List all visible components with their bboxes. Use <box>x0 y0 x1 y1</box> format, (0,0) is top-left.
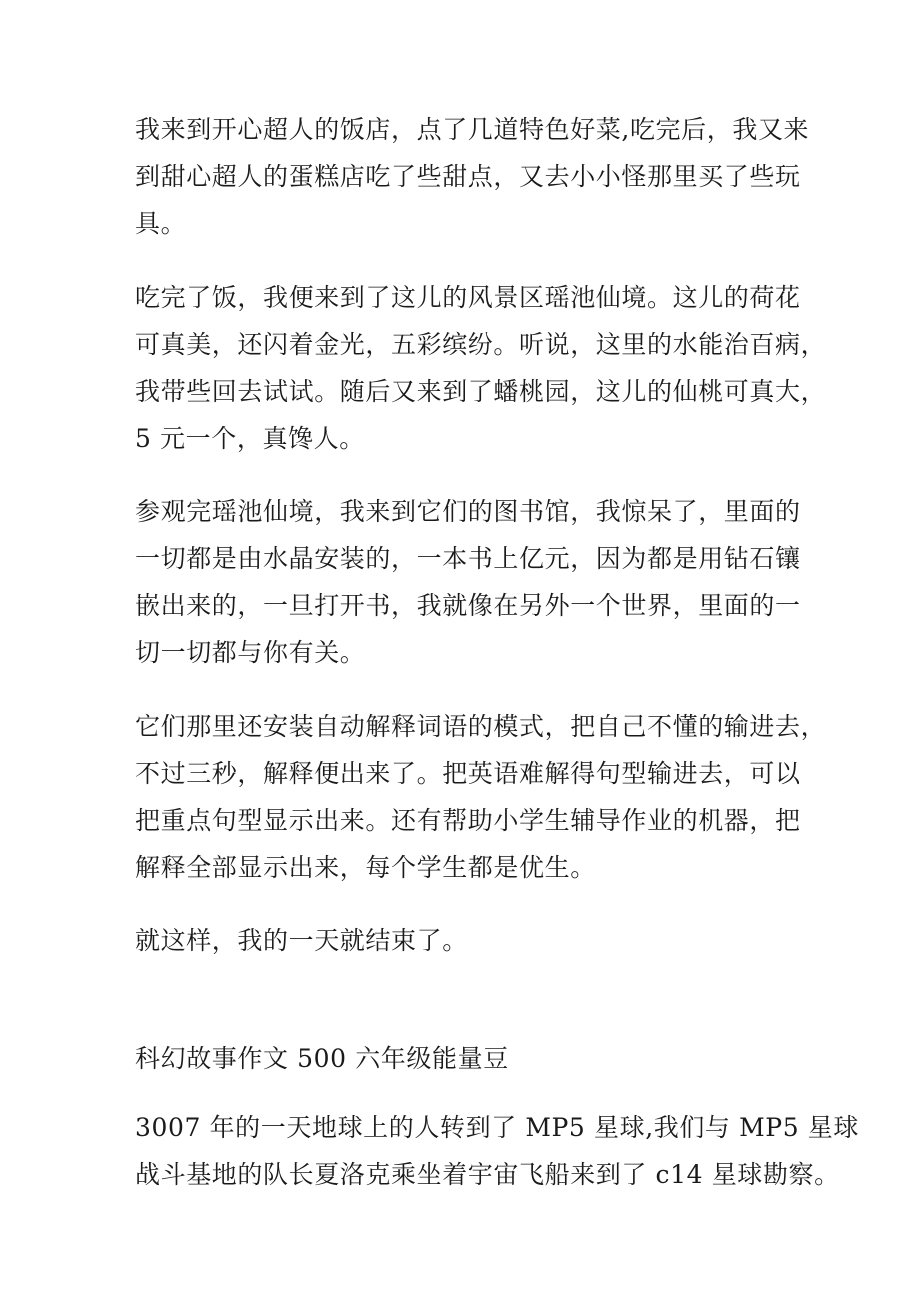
text-line: 吃完了饭，我便来到了这儿的风景区瑶池仙境。这儿的荷花 <box>135 283 801 312</box>
paragraph-library <box>135 488 805 676</box>
text-line: 就这样，我的一天就结束了。 <box>135 926 468 955</box>
text-line: 切一切都与你有关。 <box>135 638 366 667</box>
text-line: 把重点句型显示出来。还有帮助小学生辅导作业的机器，把 <box>135 806 801 835</box>
paragraph-scenic-area <box>135 274 827 462</box>
text-line: 可真美，还闪着金光，五彩缤纷。听说，这里的水能治百病， <box>135 330 827 359</box>
section-title: 科幻故事作文 500 六年级能量豆 <box>135 1044 509 1073</box>
text-line: 我来到开心超人的饭店，点了几道特色好菜,吃完后，我又来 <box>135 115 810 144</box>
text-line: 一切都是由水晶安装的，一本书上亿元，因为都是用钻石镶 <box>135 544 801 573</box>
text-line: 到甜心超人的蛋糕店吃了些甜点，又去小小怪那里买了些玩 <box>135 162 801 191</box>
text-line: 嵌出来的，一旦打开书，我就像在另外一个世界，里面的一 <box>135 591 801 620</box>
text-line: 5 元一个，真馋人。 <box>135 424 365 453</box>
text-line: 它们那里还安装自动解释词语的模式，把自己不懂的输进去， <box>135 712 827 741</box>
text-line: 我带些回去试试。随后又来到了蟠桃园，这儿的仙桃可真大， <box>135 377 827 406</box>
text-line: 3007 年的一天地球上的人转到了 MP5 星球,我们与 MP5 星球 <box>135 1113 859 1142</box>
text-line: 不过三秒，解释便出来了。把英语难解得句型输进去，可以 <box>135 759 801 788</box>
paragraph-ending <box>135 917 805 964</box>
paragraph-story-opening <box>135 1104 859 1198</box>
text-line: 战斗基地的队长夏洛克乘坐着宇宙飞船来到了 c14 星球勘察。 <box>135 1160 840 1189</box>
paragraph-explanation-machine <box>135 703 827 891</box>
text-line: 解释全部显示出来，每个学生都是优生。 <box>135 853 596 882</box>
text-line: 参观完瑶池仙境，我来到它们的图书馆，我惊呆了，里面的 <box>135 497 801 526</box>
text-line: 具。 <box>135 209 187 238</box>
paragraph-restaurant-visit <box>135 106 810 247</box>
